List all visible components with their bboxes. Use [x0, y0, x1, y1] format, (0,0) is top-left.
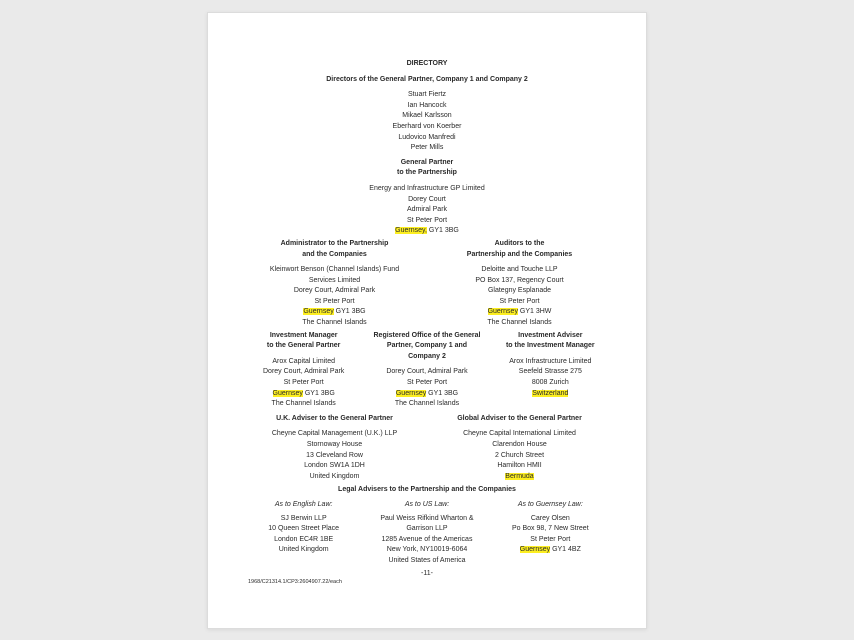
directors-heading: Directors of the General Partner, Company 1 and Company 2 [326, 75, 528, 83]
investment-manager-section [242, 331, 365, 410]
registered-office-address [365, 367, 488, 409]
address-line: 2 Church Street [494, 451, 545, 459]
address-line: Admiral Park [406, 206, 448, 214]
highlighted-text: Guernsey [395, 389, 427, 397]
guernsey-law-section [489, 500, 612, 567]
english-law-subheading: As to English Law: [274, 500, 333, 508]
registered-office-heading: Company 2 [408, 352, 446, 360]
uk-adviser-address [242, 429, 427, 482]
address-line: Cheyne Capital Management (U.K.) LLP [271, 430, 398, 438]
directors-list [242, 90, 612, 154]
address-line: SJ Berwin LLP [280, 514, 327, 522]
highlighted-text: Bermuda [505, 472, 534, 480]
address-line: St Peter Port [530, 535, 571, 543]
registered-office-section [365, 331, 488, 410]
investment-adviser-address [489, 357, 612, 399]
highlighted-text: Guernsey [303, 308, 334, 316]
address-line: Arox Infrastructure Limited [509, 357, 592, 365]
highlighted-text: Guernsey [272, 389, 303, 397]
director-name: Ludovico Manfredi [398, 133, 456, 141]
address-line: PO Box 137, Regency Court [475, 276, 564, 284]
document-reference: 1968/C21314.1/CP3:2604907.22/each [248, 579, 342, 586]
english-law-address [242, 514, 365, 556]
address-line [365, 389, 488, 400]
investment-manager-heading: to the General Partner [266, 342, 341, 350]
address-line: St Peter Port [283, 379, 324, 387]
global-adviser-heading: Global Adviser to the General Partner [457, 414, 582, 422]
administrator-heading: Administrator to the Partnership [280, 239, 389, 247]
address-line [242, 389, 365, 400]
address-line: Energy and Infrastructure GP Limited [369, 184, 485, 192]
address-line: Po Box 98, 7 New Street [511, 525, 589, 533]
address-line: 10 Queen Street Place [268, 525, 340, 533]
document-page [207, 12, 647, 629]
address-line: United States of America [388, 556, 466, 564]
us-law-section [365, 500, 488, 567]
investment-adviser-heading: Investment Adviser [518, 331, 583, 339]
investment-manager-address [242, 357, 365, 410]
auditors-address [427, 265, 612, 329]
address-line: Kleinwort Benson (Channel Islands) Fund [269, 266, 400, 274]
address-line-rest: GY1 3BG [426, 227, 459, 235]
address-line: St Peter Port [406, 379, 448, 387]
address-line: St Peter Port [314, 297, 355, 305]
address-line: The Channel Islands [302, 319, 367, 327]
admin-auditors-row [242, 239, 612, 329]
address-line: 1285 Avenue of the Americas [381, 535, 473, 543]
address-line: Cheyne Capital International Limited [463, 430, 576, 438]
director-name: Mikael Karlsson [402, 112, 452, 120]
registered-office-heading: Partner, Company 1 and [386, 342, 468, 350]
address-line: The Channel Islands [394, 400, 460, 408]
uk-adviser-section [242, 414, 427, 483]
address-line: Hamilton HMII [497, 462, 542, 470]
guernsey-law-subheading: As to Guernsey Law: [517, 500, 583, 508]
address-line: London SW1A 1DH [304, 462, 365, 470]
address-line: Paul Weiss Rifkind Wharton & [380, 514, 474, 522]
address-line: New York, NY10019-6064 [386, 546, 468, 554]
address-line: St Peter Port [406, 216, 448, 224]
address-line: The Channel Islands [487, 319, 552, 327]
address-line: Arox Capital Limited [272, 357, 335, 365]
address-line: Glategny Esplanade [487, 287, 552, 295]
administrator-address [242, 265, 427, 329]
highlighted-text: Switzerland [532, 389, 569, 397]
address-line: Dorey Court [408, 195, 446, 203]
address-line-rest: GY1 4BZ [550, 546, 581, 554]
address-line [489, 389, 612, 400]
administrator-heading: and the Companies [302, 250, 367, 258]
advisers-row [242, 414, 612, 483]
investment-adviser-heading: to the Investment Manager [505, 342, 595, 350]
investment-adviser-section [489, 331, 612, 410]
address-line: Stornoway House [306, 441, 363, 448]
address-line: Seefeld Strasse 275 [518, 368, 582, 376]
guernsey-law-address [489, 514, 612, 556]
investment-manager-heading: Investment Manager [269, 331, 338, 339]
address-line-rest: GY1 3BG [333, 308, 366, 316]
address-line: Deloitte and Touche LLP [481, 266, 558, 274]
english-law-section [242, 500, 365, 567]
address-line: The Channel Islands [271, 400, 336, 408]
us-law-subheading: As to US Law: [404, 500, 450, 508]
highlighted-text: Guernsey [487, 308, 518, 316]
address-line [242, 226, 612, 237]
address-line: Services Limited [308, 276, 361, 284]
legal-advisers-row [242, 500, 612, 567]
address-line: United Kingdom [278, 546, 329, 554]
general-partner-section [242, 158, 612, 237]
general-partner-address [242, 184, 612, 237]
address-line: London EC4R 1BE [274, 535, 334, 543]
address-line: United Kingdom [309, 472, 360, 480]
managers-row [242, 331, 612, 410]
highlighted-text: Guernsey [519, 546, 551, 554]
director-name: Stuart Fiertz [407, 91, 447, 99]
address-line: Garrison LLP [406, 525, 448, 533]
address-line: 13 Cleveland Row [306, 451, 363, 459]
uk-adviser-heading: U.K. Adviser to the General Partner [276, 414, 393, 422]
auditors-section [427, 239, 612, 329]
director-name: Eberhard von Koerber [392, 122, 462, 130]
us-law-address [365, 514, 488, 567]
address-line-rest: GY1 3BG [302, 389, 335, 397]
auditors-heading: Auditors to the [494, 239, 545, 247]
address-line: Carey Olsen [530, 514, 570, 522]
registered-office-heading: Registered Office of the General [373, 331, 481, 339]
address-line: St Peter Port [499, 297, 540, 305]
general-partner-heading: General Partner [400, 158, 454, 166]
global-adviser-address [427, 429, 612, 482]
global-adviser-section [427, 414, 612, 483]
address-line: Dorey Court, Admiral Park [386, 368, 468, 376]
address-line: 8008 Zurich [531, 379, 569, 387]
director-name: Ian Hancock [407, 101, 447, 109]
auditors-heading: Partnership and the Companies [466, 250, 573, 258]
address-line [242, 307, 427, 318]
address-line-rest: GY1 3HW [517, 308, 552, 316]
page-number: -11- [421, 569, 433, 577]
address-line [427, 307, 612, 318]
director-name: Peter Mills [410, 144, 444, 152]
address-line: Clarendon House [492, 441, 547, 448]
address-line-rest: GY1 3BG [426, 389, 459, 397]
legal-advisers-heading: Legal Advisers to the Partnership and the Companies [338, 486, 516, 494]
address-line [489, 545, 612, 556]
address-line: Dorey Court, Admiral Park [263, 368, 345, 376]
highlighted-text: Guernsey, [395, 227, 427, 235]
address-line [427, 472, 612, 483]
address-line: Dorey Court, Admiral Park [293, 287, 376, 295]
administrator-section [242, 239, 427, 329]
general-partner-heading: to the Partnership [397, 169, 457, 177]
page-title: DIRECTORY [406, 60, 448, 67]
